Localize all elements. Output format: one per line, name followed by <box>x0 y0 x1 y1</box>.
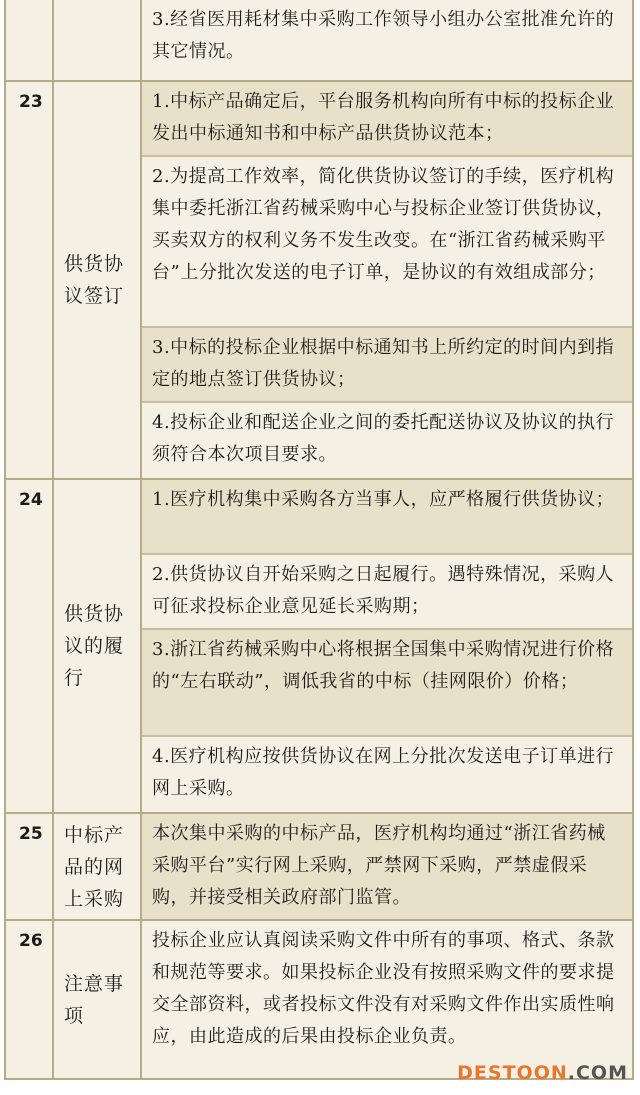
watermark-domain: .COM <box>567 1062 628 1084</box>
row-content <box>142 814 634 921</box>
row-number: 23 <box>4 82 54 480</box>
clause-item: 4.投标企业和配送企业之间的委托配送协议及协议的执行须符合本次项目要求。 <box>142 403 632 478</box>
clause-item: 投标企业应认真阅读采购文件中所有的事项、格式、条款和规范等要求。如果投标企业没有按照采购文件的要求提交全部资料，或者投标文件没有对采购文件作出实质性响应，由此造成的后果由投标企业负责。 <box>142 921 632 1078</box>
clause-item: 3.经省医用耗材集中采购工作领导小组办公室批准允许的其它情况。 <box>142 0 632 80</box>
procurement-rules-table <box>4 0 634 1080</box>
clause-item: 3.浙江省药械采购中心将根据全国集中采购情况进行价格的“左右联动”，调低我省的中标（挂网限价）价格； <box>142 630 632 737</box>
document-page <box>4 0 634 1080</box>
clause-item: 4.医疗机构应按供货协议在网上分批次发送电子订单进行网上采购。 <box>142 737 632 812</box>
clause-item: 本次集中采购的中标产品，医疗机构均通过“浙江省药械采购平台”实行网上采购，严禁网下采购，严禁虚假采购，并接受相关政府部门监管。 <box>142 814 632 919</box>
table-row <box>4 82 634 480</box>
site-watermark <box>457 1062 628 1084</box>
row-content <box>142 82 634 480</box>
clause-item: 3.中标的投标企业根据中标通知书上所约定的时间内到指定的地点签订供货协议； <box>142 328 632 403</box>
row-number <box>4 0 54 82</box>
row-title: 供货协议签订 <box>54 82 142 480</box>
row-content <box>142 0 634 82</box>
table-row <box>4 0 634 82</box>
clause-item: 2.为提高工作效率，简化供货协议签订的手续，医疗机构集中委托浙江省药械采购中心与投标企业签订供货协议，买卖双方的权利义务不发生改变。在“浙江省药械采购平台”上分批次发送的电子订单，是协议的有效组成部分； <box>142 157 632 328</box>
row-title: 供货协议的履行 <box>54 480 142 814</box>
row-title <box>54 0 142 82</box>
row-number: 25 <box>4 814 54 921</box>
clause-item: 1.中标产品确定后，平台服务机构向所有中标的投标企业发出中标通知书和中标产品供货协议范本； <box>142 82 632 157</box>
row-number: 26 <box>4 921 54 1080</box>
table-row <box>4 814 634 921</box>
row-title: 中标产品的网上采购 <box>54 814 142 921</box>
watermark-brand: DESTOON <box>457 1062 568 1084</box>
row-content <box>142 480 634 814</box>
table-row <box>4 921 634 1080</box>
table-row <box>4 480 634 814</box>
row-number: 24 <box>4 480 54 814</box>
clause-item: 1.医疗机构集中采购各方当事人，应严格履行供货协议； <box>142 480 632 555</box>
row-content <box>142 921 634 1080</box>
row-title: 注意事项 <box>54 921 142 1080</box>
clause-item: 2.供货协议自开始采购之日起履行。遇特殊情况，采购人可征求投标企业意见延长采购期； <box>142 555 632 630</box>
